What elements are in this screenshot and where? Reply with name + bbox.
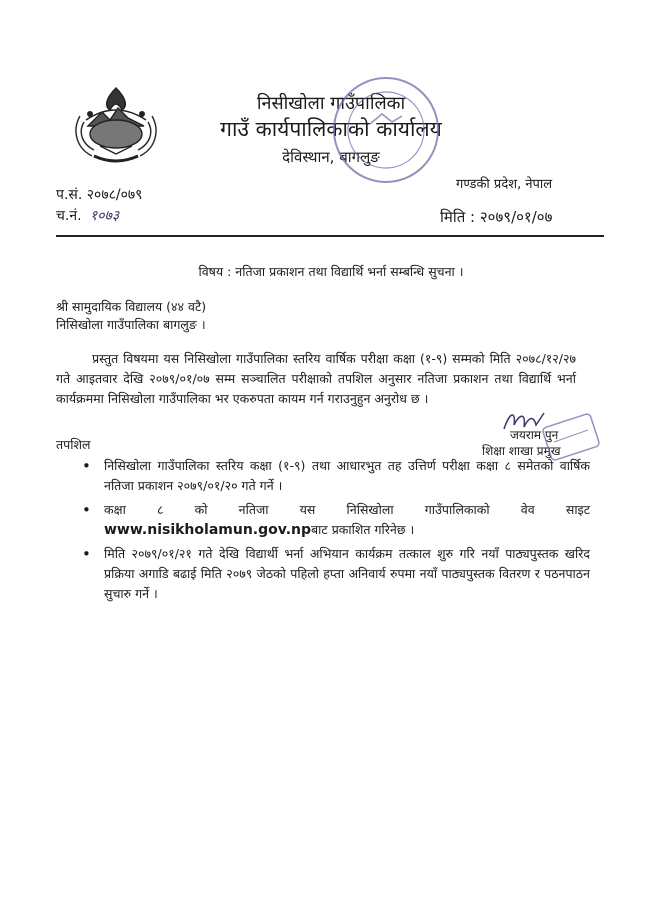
office-name: गाउँ कार्यपालिकाको कार्यालय bbox=[220, 117, 442, 141]
dispatch-number bbox=[56, 206, 119, 225]
office-seal-stamp bbox=[326, 70, 446, 190]
item-text-before: कक्षा ८ को नतिजा यस निसिखोला गाउँपालिकाको वेव साइट bbox=[104, 502, 590, 517]
addressee-line-2: निसिखोला गाउँपालिका बागलुङ । bbox=[56, 317, 206, 332]
dispatch-value: १०७३ bbox=[90, 208, 120, 224]
reference-number: प.सं. २०७८/०७९ bbox=[56, 187, 143, 203]
letter-date: मिति : २०७९/०१/०७ bbox=[440, 208, 553, 226]
body-paragraph: प्रस्तुत विषयमा यस निसिखोला गाउँपालिका स्तरिय वार्षिक परीक्षा कक्षा (१-९) सम्मको मिति २०७८/१२/२७ गते आइतवार देखि २०७९/०१/०७ सम्म सञ्चालित परीक्षाको तपशिल अनुसार नतिजा प्रकाशन तथा विद्यार्थि भर्ना कार्यक्रममा निसिखोला गाउँपालिका भर एकरुपता कायम गर्न गराउनुहुन अनुरोध छ । bbox=[56, 351, 576, 406]
subject-line: विषय : नतिजा प्रकाशन तथा विद्यार्थि भर्ना सम्बन्धि सुचना । bbox=[198, 264, 464, 279]
province-name: गण्डकी प्रदेश, नेपाल bbox=[456, 177, 553, 192]
bullet-icon: • bbox=[82, 545, 91, 563]
item-text: मिति २०७९/०१/२१ गते देखि विद्यार्थी भर्ना अभियान कार्यक्रम तत्काल शुरु गरि नयाँ पाठ्यपुस्तक खरिद प्रक्रिया अगाडि बढाई मिति २०७९ जेठको पहिलो हप्ता अनिवार्य रुपमा नयाँ पाठ्यपुस्तक वितरण र पठनपाठन सुचारु गर्ने । bbox=[104, 546, 590, 601]
signatory-name: जयराम पुन bbox=[510, 428, 559, 442]
addressee-line-1: श्री सामुदायिक विद्यालय (४४ वटै) bbox=[56, 299, 207, 314]
item-text: निसिखोला गाउँपालिका स्तरिय कक्षा (१-९) तथा आधारभुत तह उत्तिर्ण परीक्षा कक्षा ८ समेतको वार्षिक नतिजा प्रकाशन २०७९/०१/२० गते गर्ने । bbox=[104, 458, 590, 493]
bullet-icon: • bbox=[82, 501, 91, 519]
details-label: तपशिल bbox=[56, 437, 91, 452]
list-item bbox=[80, 456, 590, 496]
dispatch-label: च.नं. bbox=[56, 208, 82, 224]
details-list bbox=[80, 456, 590, 608]
signatory-title: शिक्षा शाखा प्रमुख bbox=[482, 444, 561, 458]
website-link[interactable]: www.nisikholamun.gov.np bbox=[104, 522, 312, 538]
list-item bbox=[80, 500, 590, 540]
item-text-after: बाट प्रकाशित गरिनेछ । bbox=[311, 522, 415, 537]
municipality-name: निसीखोला गाउँपालिका bbox=[256, 93, 406, 114]
list-item bbox=[80, 544, 590, 604]
office-location: देविस्थान, बागलुङ bbox=[282, 148, 380, 166]
header-divider bbox=[56, 235, 604, 237]
bullet-icon: • bbox=[82, 457, 91, 475]
